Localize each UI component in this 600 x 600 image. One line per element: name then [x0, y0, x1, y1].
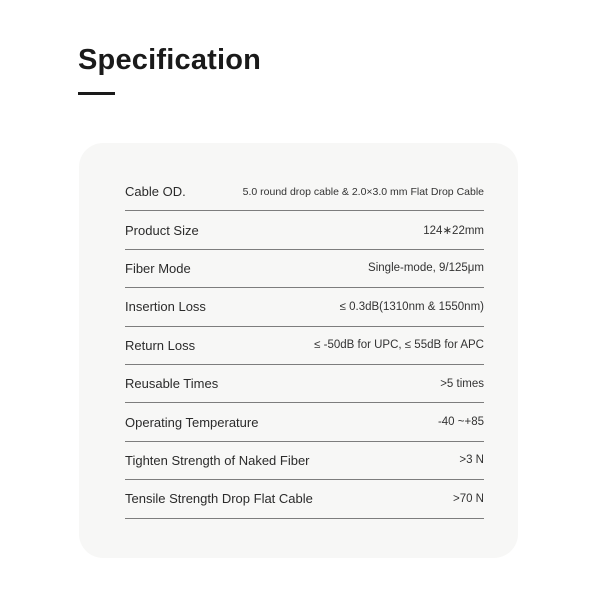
- spec-value: Single-mode, 9/125μm: [368, 262, 484, 275]
- spec-label: Tighten Strength of Naked Fiber: [125, 452, 310, 468]
- title-underline: [78, 92, 115, 95]
- spec-value: 124∗22mm: [423, 225, 484, 238]
- spec-row-tensile-strength: [125, 480, 484, 518]
- spec-label: Cable OD.: [125, 184, 186, 200]
- spec-row-reusable-times: [125, 365, 484, 403]
- spec-value: ≤ 0.3dB(1310nm & 1550nm): [339, 300, 484, 313]
- spec-value: 5.0 round drop cable & 2.0×3.0 mm Flat Drop Cable: [242, 185, 484, 198]
- spec-value: >5 times: [440, 377, 484, 390]
- spec-label: Operating Temperature: [125, 414, 259, 430]
- spec-value: ≤ -50dB for UPC, ≤ 55dB for APC: [314, 339, 484, 352]
- spec-row-return-loss: [125, 327, 484, 365]
- spec-row-fiber-mode: [125, 250, 484, 288]
- spec-value: >3 N: [459, 454, 484, 467]
- spec-value: >70 N: [452, 492, 484, 505]
- spec-label: Fiber Mode: [125, 260, 191, 276]
- spec-row-cable-od: [125, 173, 484, 211]
- spec-card: [79, 143, 518, 558]
- spec-label: Reusable Times: [125, 376, 219, 392]
- spec-row-operating-temperature: [125, 403, 484, 441]
- spec-value: -40 ~+85: [437, 416, 484, 429]
- spec-row-product-size: [125, 211, 484, 249]
- page-title: Specification: [78, 44, 262, 76]
- spec-label: Tensile Strength Drop Flat Cable: [125, 491, 313, 507]
- spec-row-tighten-strength: [125, 442, 484, 480]
- spec-row-insertion-loss: [125, 288, 484, 326]
- spec-label: Insertion Loss: [125, 299, 206, 315]
- spec-table: [125, 173, 484, 519]
- spec-label: Product Size: [125, 222, 199, 238]
- spec-label: Return Loss: [125, 337, 196, 353]
